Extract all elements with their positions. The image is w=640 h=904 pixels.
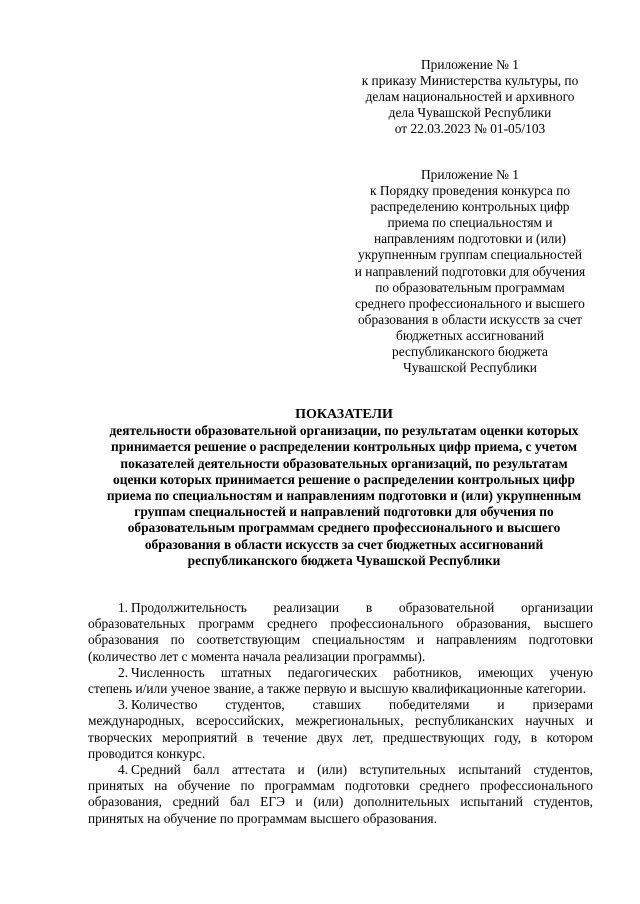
indicator-item-2 <box>88 665 593 697</box>
item-text: образовательных программ среднего профессионального образования, высшего образования по соответствующим специальностям и направлениям подготовки (количество лет с момента начала реализации программы). <box>88 616 593 664</box>
indicator-item-4 <box>88 762 593 827</box>
heading-line: оценки которых принимается решение о распределении контрольных цифр <box>113 471 575 487</box>
item-first-line: Количество студентов, ставших победителями и призерами <box>131 697 593 713</box>
heading-line: образовательным программам среднего профессионального и высшего <box>127 520 561 536</box>
item-first-line: Продолжительность реализации в образовательной организации <box>131 600 593 615</box>
item-first-line: Численность штатных педагогических работников, имеющих ученую <box>131 664 593 680</box>
indicator-item-1 <box>88 600 593 665</box>
item-text: международных, всероссийских, межрегиональных, республиканских научных и творческих мероприятий в течение двух лет, предшествующих году, в котором проводится конкурс. <box>88 713 593 761</box>
appendix-1-line: от 22.03.2023 № 01-05/103 <box>394 121 546 137</box>
item-number: 3. <box>118 697 129 713</box>
indicator-list <box>88 600 593 827</box>
appendix-2-line: Приложение № 1 <box>420 167 520 182</box>
appendix-2-line: укрупненным группам специальностей <box>358 247 582 263</box>
indicator-item-3 <box>88 697 593 762</box>
heading-line: принимается решение о распределении контрольных цифр приема, с учетом <box>111 439 577 455</box>
appendix-2-line: к Порядку проведения конкурса по <box>369 183 571 199</box>
heading-line: группам специальностей и направлений подготовки для обучения по <box>134 504 554 520</box>
appendix-1-line: делам национальностей и архивного <box>365 89 575 105</box>
appendix-2-line: распределению контрольных цифр <box>370 199 570 215</box>
appendix-2-block <box>336 167 604 376</box>
appendix-2-line: Чувашской Республики <box>403 360 537 376</box>
item-text: принятых на обучение по программам подготовки среднего профессионального образования, средний бал ЕГЭ и (или) дополнительных испытаний студентов, принятых на обучение по программам высшего образования. <box>88 778 593 826</box>
appendix-2-line: образования в области искусств за счет <box>357 311 583 327</box>
appendix-1-block <box>336 57 604 137</box>
heading-line: образования в области искусств за счет бюджетных ассигнований <box>144 536 544 552</box>
appendix-2-line: приема по специальностям и <box>387 215 553 231</box>
document-title: ПОКАЗАТЕЛИ <box>295 407 393 422</box>
appendix-2-line: по образовательным программам <box>375 279 565 295</box>
appendix-2-line: республиканского бюджета <box>392 344 548 360</box>
heading-line: показателей деятельности образовательных организаций, по результатам <box>120 455 568 471</box>
appendix-2-line: направлениям подготовки и (или) <box>374 231 566 247</box>
appendix-2-line: и направлений подготовки для обучения <box>354 263 586 279</box>
appendix-2-line: бюджетных ассигнований <box>396 327 544 343</box>
item-text: степень и/или ученое звание, а также первую и высшую квалификационные категории. <box>88 681 586 697</box>
item-first-line: Средний балл аттестата и (или) вступительных испытаний студентов, <box>131 762 593 778</box>
heading-line: республиканского бюджета Чувашской Республики <box>187 552 501 568</box>
appendix-1-line: Приложение № 1 <box>420 57 520 72</box>
document-heading <box>70 407 618 569</box>
appendix-2-line: среднего профессионального и высшего <box>355 295 585 311</box>
item-number: 2. <box>118 664 129 680</box>
heading-line: приема по специальностям и направлениям подготовки и (или) укрупненным <box>106 488 582 504</box>
appendix-1-line: к приказу Министерства культуры, по <box>361 73 579 89</box>
heading-line: деятельности образовательной организации, по результатам оценки которых <box>109 423 579 439</box>
appendix-1-line: дела Чувашской Республики <box>388 105 552 121</box>
item-number: 1. <box>118 600 129 615</box>
item-number: 4. <box>118 762 129 778</box>
